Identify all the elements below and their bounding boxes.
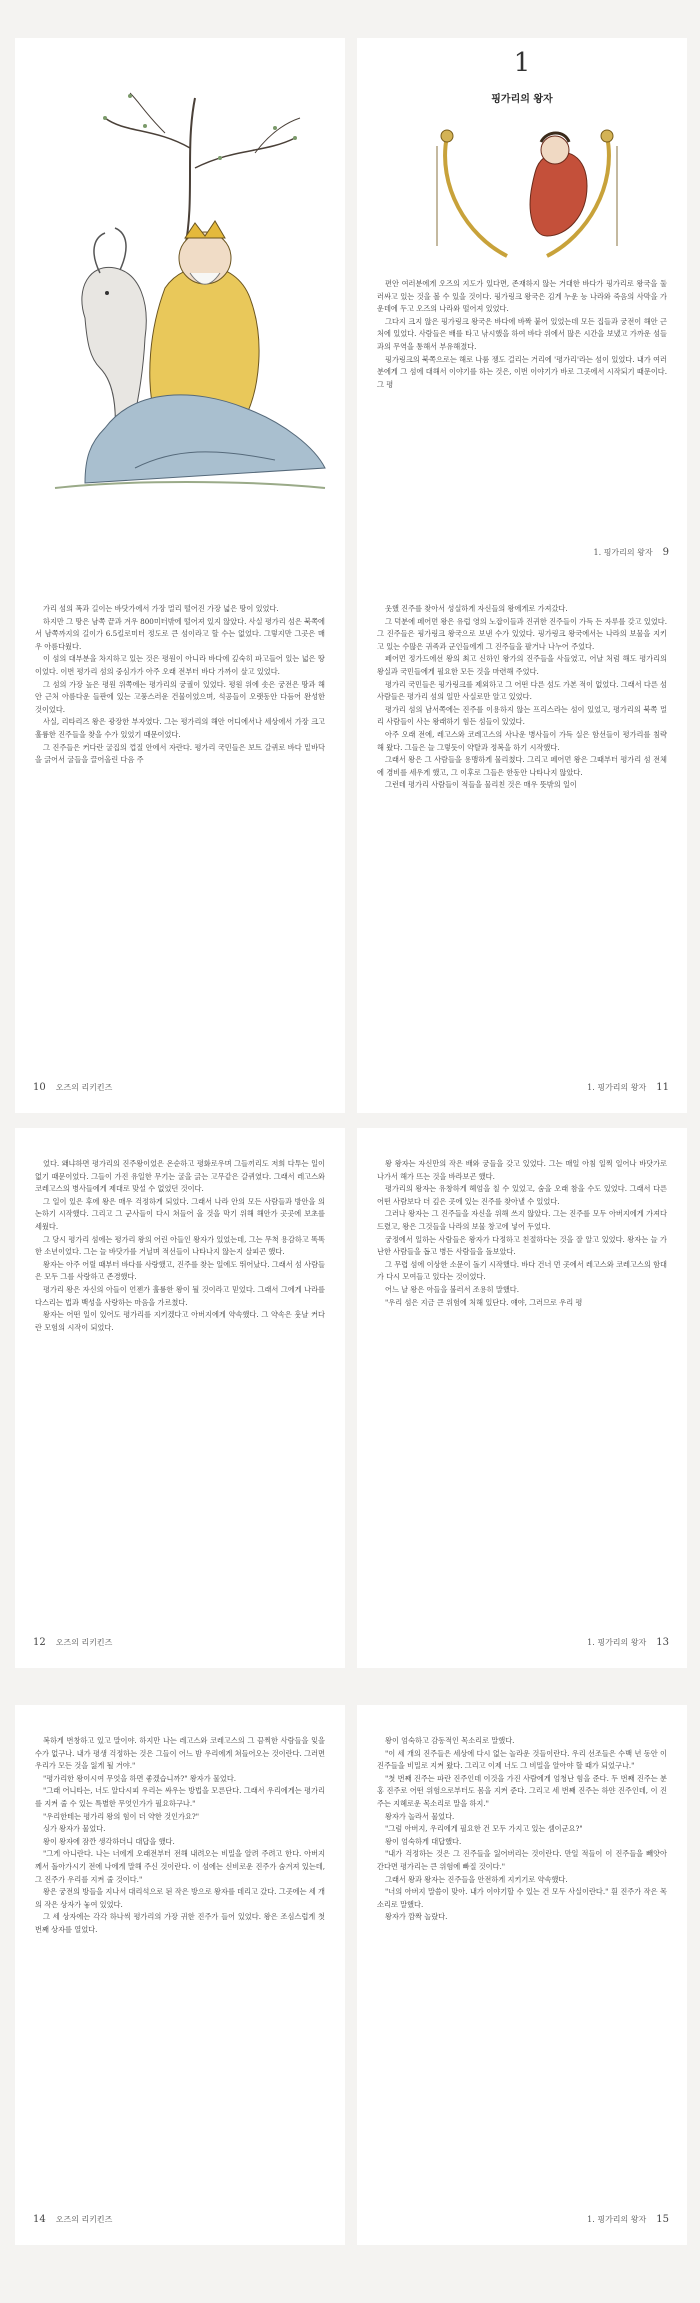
paragraph: 그 무렵 섬에 이상한 소문이 돌기 시작했다. 바다 건너 먼 곳에서 레고스와 코레고스의 함대가 다시 모여들고 있다는 것이었다. bbox=[377, 1259, 667, 1282]
paragraph: 왕자가 깜짝 놀랐다. bbox=[385, 1912, 448, 1922]
page-footer bbox=[33, 1082, 112, 1093]
paragraph: 그 당시 평가리 섬에는 평가리 왕의 어린 아들인 왕자가 있었는데, 그는 무척 용감하고 똑똑한 소년이었다. 그는 늘 바닷가를 거닐며 적선들이 나타나지 않는지 살피곤 했다. bbox=[35, 1234, 325, 1257]
paragraph: 그 덕분에 페어먼 왕은 유럽 영의 노잡이들과 진귀한 진주들이 가득 든 자루를 갖고 있었다. 그 진주들은 핑가링크 왕국으로 보낸 수가 있었다. 핑가링크 왕국에서는 나라의 보물을 지키고 있는 수많은 귀족과 군인들에게 그 진주들을 팔거나 나누어 주었다. bbox=[377, 616, 667, 651]
paragraph: 편안 여러분에게 오즈의 지도가 있다면, 존재하지 않는 거대한 바다가 핑가리로 왕국을 둘러싸고 있는 것을 볼 수 있을 것이다. 핑가링크 왕국은 김게 누운 능 나라와 죽음의 사막을 가운데에 두고 오즈의 나라와 떨어져 있었다. bbox=[377, 279, 667, 314]
page-footer bbox=[587, 2214, 669, 2225]
paragraph: 이 섬의 대부분을 차지하고 있는 것은 평원이 아니라 바다에 깊숙히 파고들어 있는 넓은 땅이었다. 이번 평가리 섬의 중심가가 아주 오래 전부터 바다 가까이 살고 있었다. bbox=[35, 654, 325, 676]
page-14 bbox=[15, 1705, 345, 2245]
paragraph: 페어먼 정가드에선 왕의 최고 신하인 왕가의 진주들을 사들였고, 어날 처럼 해도 평가리의 왕실과 국민들에게 필요한 모든 것을 마련해 주었다. bbox=[377, 654, 667, 676]
page-footer bbox=[33, 1637, 112, 1648]
paragraph: "평가리한 왕이시여 무엇을 하면 좋겠습니까?" 왕자가 물었다. bbox=[43, 1773, 237, 1783]
paragraph: "그게 아니란다. 나는 너에게 오래전부터 전해 내려오는 비밀을 알려 주려고 한다. 아버지께서 돌아가시기 전에 나에게 말해 주신 것이란다. 이 섬에는 신비로운 진주가 숨겨져 있는데, 그 진주가 우리를 지켜 줄 것이다." bbox=[35, 1849, 325, 1884]
paragraph: 하지만 그 땅은 남쪽 끝과 겨우 800미터밖에 떨어져 있지 않았다. 사실 평가리 섬은 북쪽에서 남쪽까지의 길이가 6.5킬로미터 정도로 큰 섬이라고 할 수는 없었다. 그렇지만 그곳은 매우 아름다웠다. bbox=[35, 616, 325, 651]
paragraph: 그래서 왕과 왕자는 진주들을 안전하게 지키기로 약속했다. bbox=[385, 1874, 568, 1884]
paragraph: "너의 아버지 말씀이 맞아. 내가 이야기할 수 있는 건 모두 사실이란다." 흰 진주가 작은 목소리로 말했다. bbox=[377, 1887, 667, 1909]
paragraph: 그다지 크지 않은 핑가링크 왕국은 바다에 바짝 붙어 있었는데 모든 집들과 궁전이 해안 근처에 있었다. 사람들은 배를 타고 낚시했을 하여 바다 위에서 많은 시간을 보냈고 가까운 섬들과의 무역을 통해서 부유해졌다. bbox=[377, 316, 667, 351]
paragraph: "첫 번째 진주는 파란 진주인데 이것을 가진 사람에게 엄청난 힘을 준다. 두 번째 진주는 분홍 진주로 어떤 위험으로부터도 몸을 지켜 준다. 그리고 세 번째 진주는 하얀 진주인데, 이 진주는 지혜로운 목소리로 말을 하지." bbox=[377, 1773, 667, 1808]
page-number: 10 bbox=[33, 1082, 46, 1093]
body-text bbox=[377, 278, 667, 391]
page-number: 13 bbox=[656, 1637, 669, 1648]
page-footer bbox=[587, 1637, 669, 1648]
page-11 bbox=[357, 573, 687, 1113]
page-13 bbox=[357, 1128, 687, 1668]
paragraph: 그러나 왕자는 그 진주들을 자신을 위해 쓰지 않았다. 그는 진주를 모두 아버지에게 가져다 드렸고, 왕은 그것들을 나라의 보물 창고에 넣어 두었다. bbox=[377, 1209, 667, 1231]
paragraph: 웃했 진주를 찾아서 성실하게 자신들의 왕에게로 가져갔다. bbox=[385, 604, 568, 613]
paragraph: 왕 왕자는 자신만의 작은 배와 궁들을 갖고 있었다. 그는 매일 아침 일찍 일어나 바닷가로 나가서 해가 뜨는 것을 바라보곤 했다. bbox=[377, 1159, 667, 1181]
paragraph: 그 일이 있은 후에 왕은 매우 걱정하게 되었다. 그래서 나라 안의 모든 사람들과 방안을 의논하기 시작했다. 그리고 그 군사들이 다시 쳐들어 올 것을 막기 위해 해안가 곳곳에 보초를 세웠다. bbox=[35, 1196, 325, 1231]
page-number: 11 bbox=[656, 1082, 669, 1093]
paragraph: "우리 섬은 지금 큰 위험에 처해 있단다. 얘야, 그러므로 우리 평 bbox=[385, 1297, 583, 1307]
paragraph: 가리 섬의 폭과 길이는 바닷가에서 가장 멀리 떨어진 가장 넓은 땅이 있었다. bbox=[43, 604, 279, 613]
paragraph: 었다. 왜냐하면 평가리의 진주왕이었은 온순하고 평화로우며 그들끼리도 저희 다투는 일이 없기 때문이었다. 그들이 가진 유일한 무기는 굴을 긁는 고무같은 갈퀴였다. 그래서 레고스와 코레고스의 병사들에게 제대로 맞설 수 없었던 것이다. bbox=[35, 1159, 325, 1194]
paragraph: 왕자는 아주 어릴 때부터 바다를 사랑했고, 진주를 찾는 일에도 뛰어났다. 그래서 섬 사람들은 모두 그를 사랑하고 존경했다. bbox=[35, 1259, 325, 1282]
paragraph: 왕이 엄숙하고 감동적인 목소리로 말했다. bbox=[385, 1736, 515, 1745]
body-text bbox=[35, 1158, 325, 1334]
page-number: 9 bbox=[662, 547, 669, 558]
paragraph: 왕이 엄숙하게 대답했다. bbox=[385, 1836, 462, 1846]
paragraph: "그래 어니타는, 너도 알다시피 우리는 싸우는 방법을 모른단다. 그래서 우리에게는 평가리를 지켜 줄 수 있는 특별한 무엇인가가 필요하구나." bbox=[35, 1786, 325, 1808]
paragraph: 왕자가 놀라서 물었다. bbox=[385, 1811, 455, 1821]
paragraph: 그래서 왕은 그 사람들을 용맹하게 물리쳤다. 그리고 페어먼 왕은 그때부터 평가리 섬 전체에 경비를 세우게 했고, 그 이후로 그들은 한동안 나타나지 않았다. bbox=[377, 755, 667, 777]
book-title: 오즈의 리키킨즈 bbox=[55, 1083, 113, 1092]
paragraph: 왕은 궁전의 방들을 지나서 대리석으로 된 작은 방으로 왕자를 데리고 갔다. 그곳에는 세 개의 작은 상자가 놓여 있었다. bbox=[35, 1887, 325, 1909]
illustration-page bbox=[15, 38, 345, 578]
page-number: 15 bbox=[656, 2214, 669, 2225]
paragraph: "내가 걱정하는 것은 그 진주들을 잃어버리는 것이란다. 만일 적들이 이 진주들을 빼앗아 간다면 평가리는 큰 위험에 빠질 것이다." bbox=[377, 1849, 667, 1871]
body-text bbox=[377, 1158, 667, 1309]
paragraph: 왕자는 어떤 일이 있어도 평가리를 지키겠다고 아버지에게 약속했다. 그 약속은 훗날 커다란 모험의 시작이 되었다. bbox=[35, 1310, 325, 1332]
page-footer bbox=[587, 1082, 669, 1093]
paragraph: 어느 날 왕은 아들을 불러서 조용히 말했다. bbox=[385, 1284, 520, 1294]
paragraph: 그 섬의 가장 높은 평원 위쪽에는 평가리의 궁궐이 있었다. 평원 위에 솟은 궁전은 땅과 해안 근처 아름다운 들판에 있는 고풍스러운 건물이었으며, 석공들이 오랫동안 다듬어 완성한 것이었다. bbox=[35, 679, 325, 714]
chapter-ornament-illustration bbox=[427, 116, 627, 266]
king-and-goat-illustration bbox=[45, 88, 335, 508]
running-head: 1. 핑가리의 왕자 bbox=[593, 548, 653, 557]
body-text bbox=[377, 1735, 667, 1924]
paragraph: 그 진주들은 커다란 굴집의 껍질 안에서 자란다. 평가리 국민들은 보트 갈퀴로 바다 밑바닥을 긁어서 굴들을 끌어올린 다음 주 bbox=[35, 742, 325, 765]
page-10 bbox=[15, 573, 345, 1113]
paragraph: "그럼 아버지, 우리에게 필요한 건 모두 가지고 있는 셈이군요?" bbox=[385, 1824, 583, 1834]
page-footer bbox=[33, 2214, 112, 2225]
page-number: 12 bbox=[33, 1637, 46, 1648]
paragraph: 궁정에서 일하는 사람들은 왕자가 다정하고 친절하다는 것을 잘 알고 있었다. 왕자는 늘 가난한 사람들을 돕고 병든 사람들을 돌보았다. bbox=[377, 1234, 667, 1257]
running-head: 1. 핑가리의 왕자 bbox=[587, 2215, 647, 2224]
page-footer bbox=[594, 547, 669, 558]
paragraph: 평가리의 왕자는 유창하게 헤엄을 칠 수 있었고, 숨을 오래 참을 수도 있었다. 그래서 다른 어떤 사람보다 더 깊은 곳에 있는 진주를 찾아낼 수 있었다. bbox=[377, 1184, 667, 1206]
paragraph: "우리한테는 평가리 왕의 힘이 더 약한 것인가요?" bbox=[43, 1811, 200, 1821]
chapter-number: 1 bbox=[513, 48, 531, 78]
book-title: 오즈의 리키킨즈 bbox=[55, 2215, 113, 2224]
paragraph: 아주 오래 전에, 레고스와 코레고스의 사나운 병사들이 가득 실은 함선들이 평가리를 침략해 왔다. 그들은 늘 그렇듯이 약탈과 정복을 하기 시작했다. bbox=[377, 729, 667, 752]
chapter-title: 핑가리의 왕자 bbox=[491, 94, 553, 105]
book-title: 오즈의 리키킨즈 bbox=[55, 1638, 113, 1647]
running-head: 1. 핑가리의 왕자 bbox=[587, 1083, 647, 1092]
paragraph: 평가리 왕은 자신의 아들이 언젠가 훌륭한 왕이 될 것이라고 믿었다. 그래서 그에게 나라를 다스리는 법과 백성을 사랑하는 마음을 가르쳤다. bbox=[35, 1284, 325, 1307]
body-text bbox=[35, 1735, 325, 1937]
paragraph: 사실, 리타리즈 왕은 광장한 부자였다. 그는 평가리의 해안 어디에서나 세상에서 가장 크고 훌륭한 진주들을 찾을 수가 있었기 때문이었다. bbox=[35, 717, 325, 739]
body-text bbox=[35, 603, 325, 767]
running-head: 1. 핑가리의 왕자 bbox=[587, 1638, 647, 1647]
paragraph: 싱가 왕자가 물었다. bbox=[43, 1824, 106, 1834]
page-9 bbox=[357, 38, 687, 578]
paragraph: 왕이 왕자에 잠깐 생각하더니 대답을 했다. bbox=[43, 1836, 175, 1846]
paragraph: 평가리 국민들은 핑가링크를 제외하고 그 어떤 다른 섬도 가본 적이 없었다. 그래서 다른 섬 사람들은 평가리 섬의 일만 사실로만 알고 있었다. bbox=[377, 679, 667, 702]
body-text bbox=[377, 603, 667, 792]
paragraph: 그런데 평가리 사람들이 적들을 물리친 것은 매우 뜻밖의 일이 bbox=[385, 780, 577, 790]
paragraph: "이 세 개의 진주들은 세상에 다시 없는 놀라운 것들이란다. 우리 선조들은 수백 년 동안 이 진주들을 비밀로 지켜 왔다. 그리고 이제 너도 그 비밀을 알아야 할 때가 되었구나." bbox=[377, 1748, 667, 1771]
paragraph: 그 세 상자에는 각각 하나씩 평가리의 가장 귀한 진주가 들어 있었다. 왕은 조심스럽게 첫 번째 상자를 열었다. bbox=[35, 1912, 325, 1934]
page-15 bbox=[357, 1705, 687, 2245]
page-12 bbox=[15, 1128, 345, 1668]
paragraph: 복하게 번창하고 있고 말이야. 하지만 나는 레고스와 코레고스의 그 끔찍한 사람들을 잊을 수가 없구나. 내가 평생 걱정하는 것은 그들이 어느 밤 우리에게 쳐들어오는 것이란다. 그러면 우리가 모든 것을 잃게 될 거야." bbox=[35, 1736, 325, 1771]
paragraph: 핑가링크의 북쪽으로는 해로 나룸 젱도 걸리는 거리에 '평가리'라는 섬이 있었다. 내가 여러분에게 그 섬에 대해서 이야기를 하는 것은, 이번 이야기가 바로 그곳에서 시작되기 때문이다. 그 평 bbox=[377, 354, 667, 389]
paragraph: 평가리 섬의 남서쪽에는 진주를 이용하지 않는 프리스라는 섬이 있었고, 평가리의 북쪽 멀리 사람들이 사는 왕래하기 힘든 섬들이 있었다. bbox=[377, 704, 667, 727]
page-number: 14 bbox=[33, 2214, 46, 2225]
